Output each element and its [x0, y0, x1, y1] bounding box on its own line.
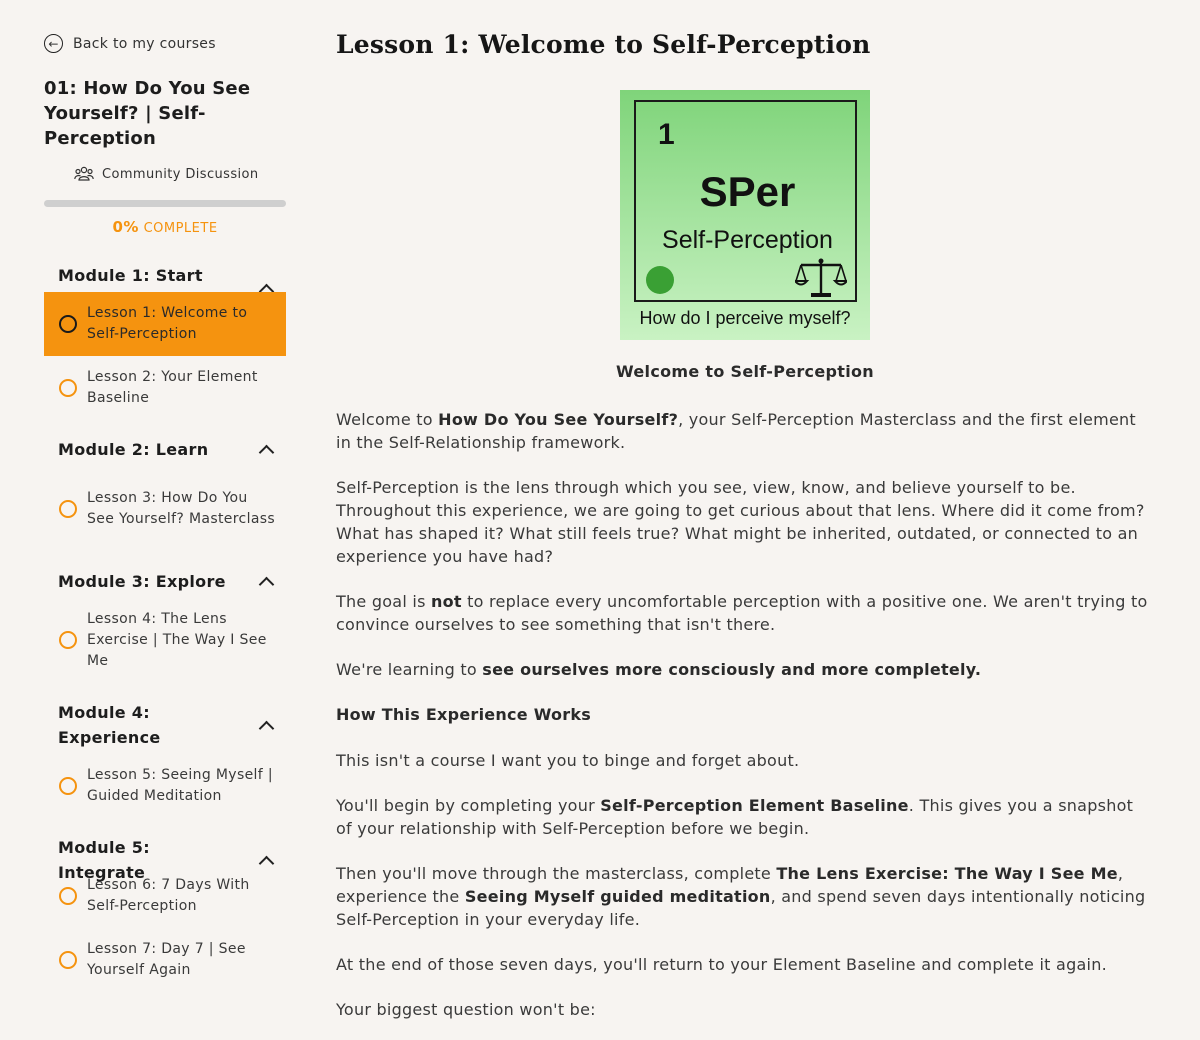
paragraph	[336, 953, 1151, 976]
text-run: , your Self-Perception Masterclass and the first element in the Self-Relationship framework.	[336, 410, 1136, 452]
lesson-item-3[interactable]	[44, 477, 286, 541]
text-run: The goal is	[336, 592, 431, 611]
status-circle-icon	[59, 777, 77, 795]
progress-complete-label: COMPLETE	[143, 221, 218, 236]
lesson-label: Lesson 7: Day 7 | See Yourself Again	[87, 941, 246, 978]
text-run: This isn't a course I want you to binge and forget about.	[336, 751, 800, 770]
lesson-item-4[interactable]	[44, 608, 286, 672]
element-number: 1	[658, 118, 675, 151]
paragraph	[336, 590, 1151, 636]
element-name: Self-Perception	[662, 226, 833, 254]
paragraph	[336, 862, 1151, 931]
element-card-frame	[634, 100, 857, 302]
community-discussion-link[interactable]	[74, 166, 259, 182]
paragraph	[336, 408, 1151, 454]
chevron-up-icon	[259, 855, 275, 871]
paragraph	[336, 749, 1151, 772]
content-subheading: Welcome to Self-Perception	[616, 362, 874, 381]
progress-bar	[44, 200, 286, 207]
module-title: Module 4: Experience	[58, 703, 161, 747]
paragraph	[336, 476, 1151, 568]
status-circle-icon	[59, 315, 77, 333]
back-arrow-icon: ←	[44, 34, 63, 53]
bold-text: not	[431, 592, 462, 611]
status-circle-icon	[59, 887, 77, 905]
paragraph	[336, 658, 1151, 681]
module-3-header[interactable]	[58, 569, 274, 594]
element-question: How do I perceive myself?	[639, 308, 851, 328]
lesson-label: Lesson 6: 7 Days With Self-Perception	[87, 877, 250, 914]
module-title: Module 1: Start	[58, 266, 203, 285]
lesson-label: Lesson 5: Seeing Myself | Guided Meditation	[87, 767, 273, 804]
chevron-up-icon	[259, 577, 275, 593]
text-run: At the end of those seven days, you'll return to your Element Baseline and complete it again.	[336, 955, 1107, 974]
lesson-title: Lesson 1: Welcome to Self-Perception	[336, 30, 871, 59]
community-label: Community Discussion	[102, 166, 259, 182]
text-run: Self-Perception is the lens through which you see, view, know, and believe yourself to be. Throughout this experience, we are going to get curious about that lens. Where did it come from? What has shaped it? What still feels true? What might be inherited, outdated, or connected to an experience you have had?	[336, 478, 1145, 566]
bold-text: The Lens Exercise: The Way I See Me	[776, 864, 1118, 883]
balance-scale-icon	[795, 257, 847, 299]
text-run: We're learning to	[336, 660, 483, 679]
text-run: , and spend seven days intentionally noticing Self-Perception in your everyday life.	[336, 887, 1146, 929]
bold-text: How This Experience Works	[336, 705, 592, 724]
bold-text: Self-Perception Element Baseline	[600, 796, 909, 815]
back-link-label: Back to my courses	[73, 35, 216, 52]
text-run: Welcome to	[336, 410, 439, 429]
chevron-up-icon	[259, 445, 275, 461]
section-heading	[336, 703, 1151, 726]
back-to-courses-link[interactable]	[44, 34, 216, 53]
progress-label	[44, 218, 286, 236]
module-title: Module 2: Learn	[58, 440, 209, 459]
lesson-content	[336, 0, 1156, 1040]
text-run: . This gives you a snapshot of your relationship with Self-Perception before we begin.	[336, 796, 1134, 838]
community-icon	[74, 166, 94, 182]
text-run: You'll begin by completing your	[336, 796, 601, 815]
element-symbol: SPer	[699, 168, 796, 215]
lesson-item-5[interactable]	[44, 764, 286, 808]
lesson-label: Lesson 1: Welcome to Self-Perception	[87, 305, 248, 342]
progress-percent: 0%	[112, 218, 139, 236]
module-title: Module 3: Explore	[58, 572, 226, 591]
lesson-item-6[interactable]	[44, 874, 286, 918]
text-run: Then you'll move through the masterclass, complete	[336, 864, 777, 883]
lesson-item-7[interactable]	[44, 938, 286, 982]
module-4-header[interactable]	[58, 700, 274, 750]
status-circle-icon	[59, 951, 77, 969]
bold-text: Seeing Myself guided meditation	[464, 887, 771, 906]
status-circle-icon	[59, 379, 77, 397]
element-card-image	[620, 90, 870, 340]
bold-text: see ourselves more consciously and more completely.	[482, 660, 982, 679]
module-2-header[interactable]	[58, 437, 274, 462]
lesson-item-1[interactable]	[44, 292, 286, 356]
green-dot-icon	[646, 266, 674, 294]
chevron-up-icon	[259, 720, 275, 736]
lesson-label: Lesson 4: The Lens Exercise | The Way I See Me	[87, 610, 267, 669]
bold-text: How Do You See Yourself?	[438, 410, 679, 429]
paragraph	[336, 998, 1151, 1021]
text-run: to replace every uncomfortable perception with a positive one. We aren't trying to convince ourselves to see something that isn't there.	[336, 592, 1148, 634]
lesson-label: Lesson 3: How Do You See Yourself? Masterclass	[87, 490, 276, 527]
course-title: 01: How Do You See Yourself? | Self-Perception	[44, 78, 251, 149]
module-title: Module 5: Integrate	[58, 838, 150, 882]
status-circle-icon	[59, 631, 77, 649]
text-run: , experience the	[336, 864, 1124, 906]
lesson-item-2[interactable]	[44, 366, 286, 410]
status-circle-icon	[59, 500, 77, 518]
paragraph	[336, 794, 1151, 840]
lesson-label: Lesson 2: Your Element Baseline	[87, 369, 258, 406]
text-run: Your biggest question won't be:	[336, 1000, 596, 1019]
sidebar	[44, 0, 286, 1040]
